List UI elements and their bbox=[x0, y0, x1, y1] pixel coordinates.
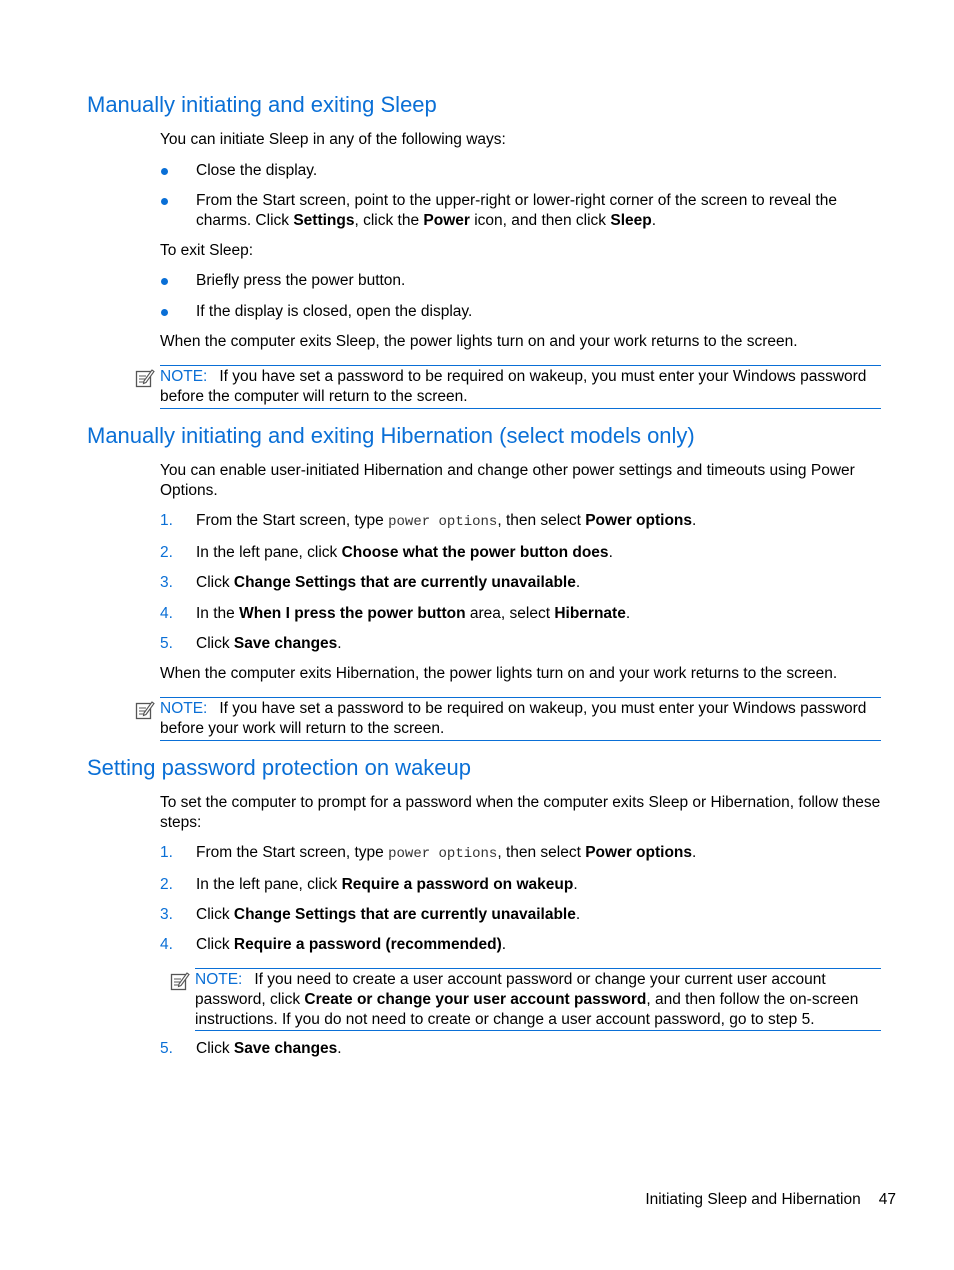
list-item-text: In the When I press the power button area, select Hibernate. bbox=[196, 605, 631, 622]
ui-term: Require a password (recommended) bbox=[233, 936, 502, 953]
step-number: 2. bbox=[160, 876, 173, 893]
note-text: NOTE: If you have set a password to be required on wakeup, you must enter your Windows password before your work will return to the screen. bbox=[160, 700, 867, 737]
bullet-icon bbox=[161, 278, 168, 285]
ui-term: Save changes bbox=[233, 635, 338, 652]
list-item-text: In the left pane, click Choose what the power button does. bbox=[196, 544, 613, 561]
hibernation-intro: You can enable user-initiated Hibernation and change other power settings and timeouts using Power Options. bbox=[160, 462, 855, 499]
ui-term: Power bbox=[423, 212, 470, 229]
note-box bbox=[160, 697, 881, 741]
note-box bbox=[195, 968, 881, 1031]
ui-term: Create or change your user account password bbox=[304, 991, 647, 1008]
code-text: power options bbox=[388, 514, 498, 530]
list-item-text: In the left pane, click Require a password on wakeup. bbox=[196, 876, 578, 893]
list-item-text: Close the display. bbox=[196, 162, 318, 179]
list-item-text: Click Change Settings that are currently unavailable. bbox=[196, 574, 581, 591]
ui-term: Power options bbox=[585, 844, 693, 861]
ui-term: Change Settings that are currently unavailable bbox=[233, 574, 576, 591]
step-number: 3. bbox=[160, 906, 173, 923]
step-number: 1. bbox=[160, 512, 173, 529]
section-heading-sleep: Manually initiating and exiting Sleep bbox=[87, 92, 437, 117]
step-number: 5. bbox=[160, 635, 173, 652]
list-item-text: Click Save changes. bbox=[196, 1040, 342, 1057]
ui-term: Save changes bbox=[233, 1040, 338, 1057]
step-number: 4. bbox=[160, 936, 173, 953]
note-text: NOTE: If you have set a password to be required on wakeup, you must enter your Windows password before the computer will return to the screen. bbox=[160, 368, 867, 405]
sleep-closing: When the computer exits Sleep, the power lights turn on and your work returns to the screen. bbox=[160, 333, 798, 350]
hibernation-closing: When the computer exits Hibernation, the power lights turn on and your work returns to the screen. bbox=[160, 665, 838, 682]
ui-term: Power options bbox=[585, 512, 693, 529]
note-icon bbox=[135, 700, 155, 720]
section-heading-password: Setting password protection on wakeup bbox=[87, 755, 472, 780]
list-item-text: If the display is closed, open the display. bbox=[196, 303, 473, 320]
list-item-text: Briefly press the power button. bbox=[196, 272, 406, 289]
code-text: power options bbox=[388, 846, 498, 862]
ui-term: Hibernate bbox=[554, 605, 626, 622]
ui-term: Choose what the power button does bbox=[341, 544, 609, 561]
sleep-intro: You can initiate Sleep in any of the following ways: bbox=[160, 131, 506, 148]
ui-term: Change Settings that are currently unavailable bbox=[233, 906, 576, 923]
password-intro: To set the computer to prompt for a password when the computer exits Sleep or Hibernation, follow these steps: bbox=[160, 794, 881, 831]
step-number: 3. bbox=[160, 574, 173, 591]
sleep-exit-label: To exit Sleep: bbox=[160, 242, 254, 259]
page-footer bbox=[600, 1190, 896, 1210]
step-number: 4. bbox=[160, 605, 173, 622]
ui-term: Sleep bbox=[610, 212, 652, 229]
note-box bbox=[160, 365, 881, 409]
list-item-text: Click Require a password (recommended). bbox=[196, 936, 507, 953]
note-label: NOTE: bbox=[160, 700, 208, 717]
step-number: 2. bbox=[160, 544, 173, 561]
list-item-text: From the Start screen, type power options, then select Power options. bbox=[196, 844, 697, 862]
ui-term: When I press the power button bbox=[239, 605, 466, 622]
step-number: 5. bbox=[160, 1040, 173, 1057]
bullet-icon bbox=[161, 309, 168, 316]
note-label: NOTE: bbox=[160, 368, 208, 385]
ui-term: Settings bbox=[293, 212, 355, 229]
step-number: 1. bbox=[160, 844, 173, 861]
ui-term: Require a password on wakeup bbox=[341, 876, 574, 893]
note-icon bbox=[170, 971, 190, 991]
list-item-text: Click Change Settings that are currently unavailable. bbox=[196, 906, 581, 923]
note-label: NOTE: bbox=[195, 971, 243, 988]
bullet-icon bbox=[161, 168, 168, 175]
list-item-text: Click Save changes. bbox=[196, 635, 342, 652]
bullet-icon bbox=[161, 198, 168, 205]
footer-title: Initiating Sleep and Hibernation bbox=[645, 1191, 861, 1208]
section-heading-hibernation: Manually initiating and exiting Hibernation (select models only) bbox=[87, 423, 695, 448]
page-number: 47 bbox=[878, 1191, 896, 1208]
note-text: NOTE: If you need to create a user account password or change your current user account password, click Create or change your user account password, and then follow the on-screen instructions. If you do not need to create or change a user account password, go to step 5. bbox=[195, 971, 859, 1028]
note-icon bbox=[135, 368, 155, 388]
list-item-text: From the Start screen, point to the upper-right or lower-right corner of the screen to reveal the charms. Click Settings, click the Power icon, and then click Sleep. bbox=[196, 192, 837, 229]
list-item-text: From the Start screen, type power options, then select Power options. bbox=[196, 512, 697, 530]
